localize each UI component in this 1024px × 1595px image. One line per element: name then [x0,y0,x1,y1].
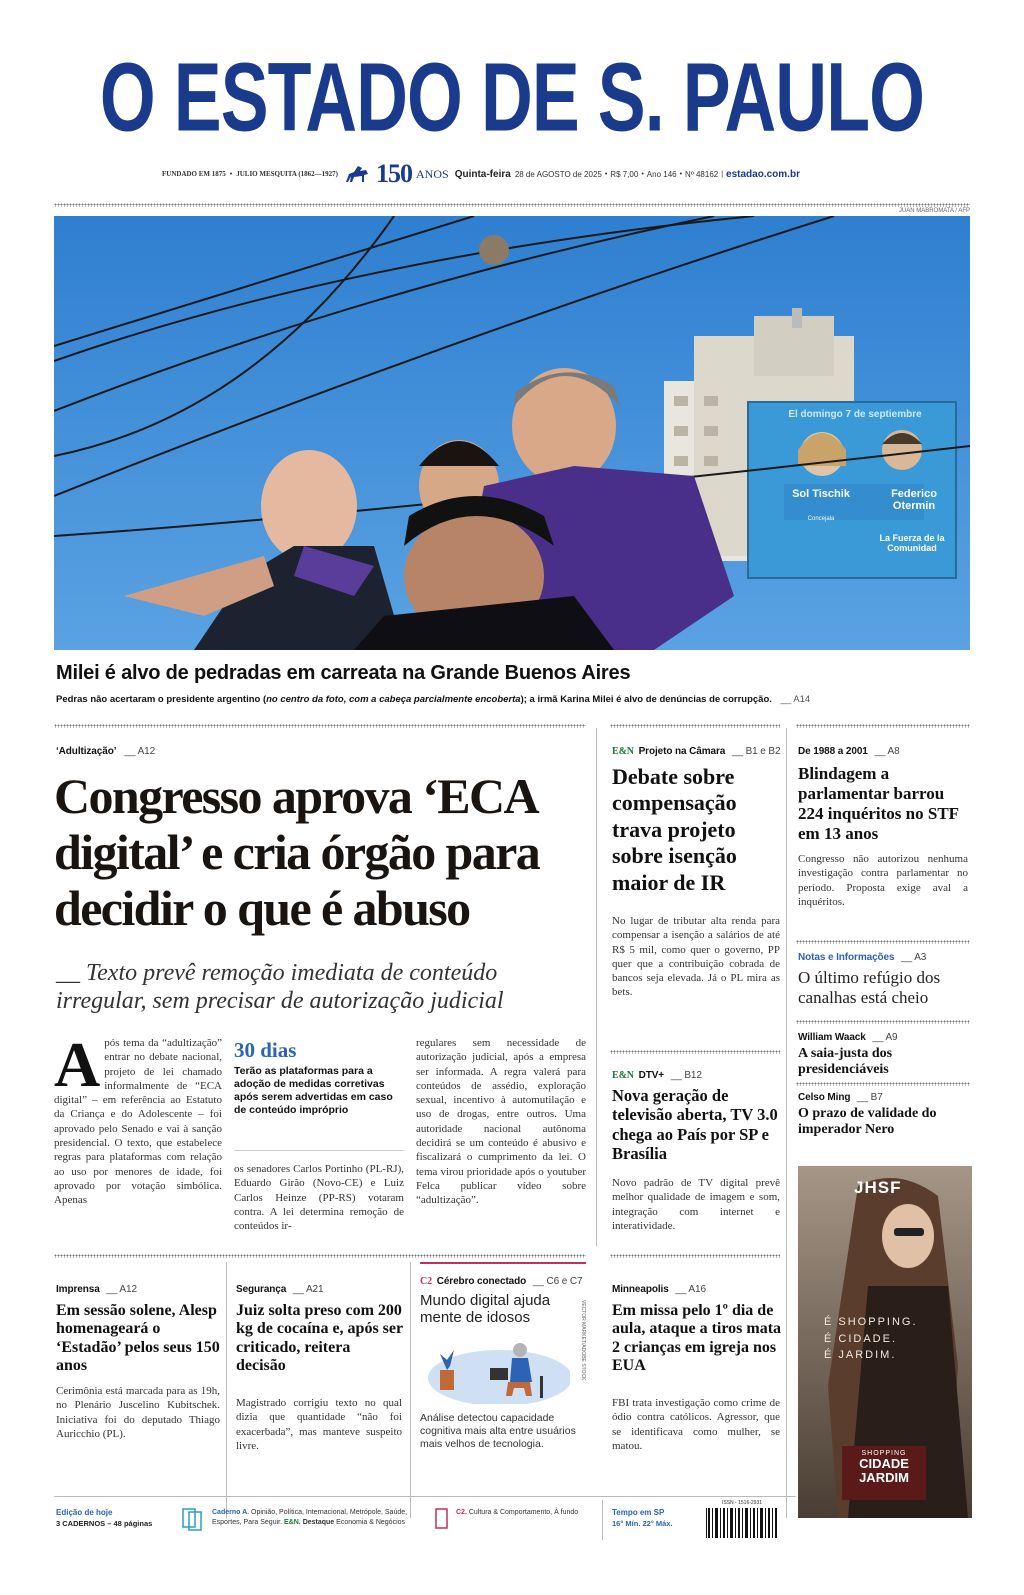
right-s2-headline[interactable]: O último refúgio dos canalhas está cheio [798,968,941,1008]
en-bold: Destaque [302,1519,335,1527]
bottom-s1-body: Cerimônia está marcada para as 19h, no Plenário Juscelino Kubitschek. Iniciativa foi do deputado Thiago Auricchio (PL). [56,1385,220,1440]
barcode-icon [704,1506,780,1540]
divider-v2 [786,728,787,1518]
bottom-s2-kicker [236,1284,323,1295]
cad-a-label: Caderno A. [212,1509,250,1516]
caption-page: __ A14 [780,694,811,705]
main-body-col3: regulares sem necessidade de autorização judicial, após a empresa ser informada. A regra valerá para conteúdos de assédio, exploração sexual, incentivo à automutilação e uso de drogas, entre outros. Uma autoridade nacional autônoma decidirá se um conteúdo é abusivo e fiscalizará o cumprimento da lei. O tema virou prioridade após o youtuber Felca publicar vídeo sobre “adultização”. [416,1037,586,1207]
ad-line2: É CIDADE. [824,1332,898,1345]
ad-box-big1: CIDADE [859,1456,909,1471]
bottom-s3-credit: VECTOR MARKET/ADOBE STOCK [580,1300,586,1381]
mid-s1-page: __ B1 e B2 [731,746,781,757]
ad-box-small: SHOPPING [861,1450,907,1457]
barcode [704,1500,780,1542]
footer-today-label: Edição de hoje [56,1508,113,1517]
en-text: Economia & Negócios [336,1519,406,1527]
masthead-title[interactable] [0,41,1024,152]
lead-divider [54,724,586,728]
photo-credit: JUAN MABROMATA / AFP [898,208,970,214]
right-s4-page: __ B7 [857,1092,883,1103]
horse-logo-icon [342,162,372,186]
cad-a-text: Opinião, Política, Internacional, Metrópole, Saúde, Esportes, Para Seguir. [212,1509,408,1527]
mid-s2-page: __ B12 [670,1070,702,1081]
lead-photo-image [54,216,970,650]
billboard-top-text: El domingo 7 de septiembre [788,409,922,420]
footer-weather [612,1508,692,1528]
right-divider-2 [796,1020,970,1024]
founder-text: JULIO MESQUITA (1862—1927) [236,170,339,178]
bottom-s1-kicker [56,1284,137,1295]
right-divider-1 [796,940,970,944]
main-body-col2: os senadores Carlos Portinho (PL-RJ), Eduardo Girão (Novo-CE) e Luiz Carlos Heinze (PP-RS) votaram contra. A lei determina remoção de conteúdos ir- [234,1163,404,1233]
ad-line3: É JARDIM. [824,1349,897,1361]
bottom-s3-kicker-text: Cérebro conectado [436,1276,527,1287]
bottom-s2-page: __ A21 [292,1284,324,1295]
anniversary-number: 150 [376,159,413,188]
bottom-s4-kicker [612,1284,706,1295]
bottom-s2-kicker-text: Segurança [236,1284,287,1295]
mid-divider [610,1050,780,1054]
dropcap: A [54,1029,101,1100]
bottom-s3-top-rule [420,1262,586,1264]
bottom-s1-headline[interactable]: Em sessão solene, Alesp homenageará o ‘Estadão’ pelos seus 150 anos [56,1302,220,1375]
right-s4-headline[interactable]: O prazo de validade do imperador Nero [798,1106,937,1137]
mid-s1-kicker-text: Projeto na Câmara [638,746,726,757]
website-link[interactable]: estadao.com.br [726,168,800,180]
right-s2-page: __ A3 [901,952,927,963]
bottom-s4-headline[interactable]: Em missa pelo 1º dia de aula, ataque a tiros mata 2 crianças em igreja nos EUA [612,1302,782,1375]
right-s3-kicker [798,1032,898,1043]
bottom-s3-page: __ C6 e C7 [532,1276,583,1287]
edition-number: Nº 48162 [685,169,719,179]
main-body-col1-text: pós tema da “adultização” entrar no debate nacional, projeto de lei chamado informalmente de “ECA digital” – em referência ao Estatuto da Criança e do Adolescente – foi aprovado pelo Senado e vai à sanção presidencial. O texto, que estabelece regras para plataformas com relação ao uso por menores de idade, foi aprovado por votação simbólica. Apenas [54,1037,222,1207]
divider-v1 [596,728,597,1246]
main-kicker [56,746,155,757]
anniversary-word: ANOS [416,166,449,181]
lead-photo[interactable] [54,216,970,650]
main-subhead: __ Texto prevê remoção imediata de conteúdo irregular, sem precisar de autorização judicial [56,960,504,1014]
mid-s1-logo: E&N [612,746,634,757]
price: R$ 7,00 [610,169,639,179]
mid-s2-kicker-text: DTV+ [638,1070,665,1081]
right-s1-kicker [798,746,900,757]
bottom-v2 [410,1262,411,1518]
right-s1-body: Congresso não autorizou nenhuma investigação contra parlamentar no período. Proposta exige aval a inquéritos. [798,853,968,908]
caption-part2: no centro da foto, com a cabeça parcialmente encoberta [266,694,521,705]
pull-quote-text: Terão as plataformas para a adoção de medidas corretivas após serem advertidas em caso de conteúdo impróprio [234,1065,393,1117]
newspaper-title: O ESTADO DE S. PAULO [99,41,925,152]
footer-v [602,1500,603,1540]
pull-quote [234,1040,404,1118]
bottom-s3-logo: C2 [420,1276,433,1287]
right-s3-kicker-text: William Waack [798,1032,866,1043]
bottom-s4-body: FBI trata investigação como crime de ódio contra católicos. Agressor, que se identificava como mulher, se matou. [612,1397,780,1452]
billboard-name1: Sol Tischik [792,488,850,500]
c2-label: C2. [456,1509,467,1516]
billboard-footer: La Fuerza de la Comunidad [879,533,945,553]
mid-col-top-divider [610,724,780,728]
right-s3-page: __ A9 [872,1032,898,1043]
jhsf-advertisement[interactable] [798,1166,972,1518]
lead-caption [56,694,972,705]
c2-text: Cultura & Comportamento, À fundo [468,1509,579,1516]
pull-quote-divider [234,1150,404,1151]
c2-icon [432,1506,452,1532]
main-kicker-text: ‘Adultização’ [56,746,116,757]
bottom-row-divider [54,1254,586,1258]
main-body-col1 [54,1029,222,1208]
masthead-divider [54,203,970,207]
weekday: Quinta-feira [454,168,511,180]
bottom-s1-kicker-text: Imprensa [56,1284,100,1295]
masthead-info-bar: FUNDADO EM 1875 • JULIO MESQUITA (1862—1927) 150 ANOS Quinta-feira 28 de AGOSTO de 2025 • R$ 7,00 • Ano 146 • Nº 48162 | estadao.com.br [162,159,800,188]
bottom-s3-body: Análise detectou capacidade cognitiva mais alta entre usuários mais velhos de tecnologia. [420,1412,576,1451]
founded-text: FUNDADO EM 1875 [162,170,226,178]
caderno-a-icon [180,1506,206,1532]
right-divider-3 [796,1082,970,1086]
mid-s1-body: No lugar de tributar alta renda para compensar a isenção a salários de até R$ 5 mil, como quer o governo, PP quer que a contribuição cobrada de bancos seja elevada. Já o PL mira as bets. [612,915,780,999]
right-s1-page: __ A8 [874,746,900,757]
caption-part3: ); a irmã Karina Milei é alvo de denúncias de corrupção. [520,694,772,705]
year: Ano 146 [646,169,677,179]
en-label: E&N. [284,1519,301,1527]
right-s1-kicker-text: De 1988 a 2001 [798,746,868,757]
ad-brand: JHSF [854,1178,902,1197]
right-s2-kicker [798,952,926,963]
right-s1-headline[interactable]: Blindagem a parlamentar barrou 224 inquéritos no STF em 13 anos [798,764,959,843]
bottom-s4-kicker-text: Minneapolis [612,1284,669,1295]
bottom-s3-headline[interactable]: Mundo digital ajuda mente de idosos [420,1292,551,1327]
bottom-s1-page: __ A12 [106,1284,137,1295]
ad-tagline [824,1314,964,1364]
mid-s1-headline[interactable]: Debate sobre compensação trava projeto sobre isenção maior de IR [612,764,737,895]
bottom-s3-kicker [420,1276,582,1287]
footer-rule [54,1496,796,1497]
footer-sections [212,1508,422,1528]
main-kicker-page: __ A12 [124,746,156,757]
bottom-s4-page: __ A16 [675,1284,706,1295]
billboard-name2: Federico Otermin [891,488,937,513]
ad-box-big2: JARDIM [859,1469,909,1485]
mid-s2-kicker [612,1070,702,1081]
right-s3-headline[interactable]: A saia-justa dos presidenciáveis [798,1046,893,1077]
mid-s1-kicker [612,746,780,757]
footer-c2 [456,1508,586,1518]
footer-today [56,1508,176,1528]
bottom-row-divider-mid [610,1254,780,1258]
mid-s2-headline[interactable]: Nova geração de televisão aberta, TV 3.0 chega ao País por SP e Brasília [612,1086,778,1164]
caption-part1: Pedras não acertaram o presidente argentino ( [56,694,267,705]
bottom-s2-headline[interactable]: Juiz solta preso com 200 kg de cocaína e, após ser criticado, reitera decisão [236,1302,403,1375]
mid-s2-body: Novo padrão de TV digital prevê melhor qualidade de imagem e som, integração com internet e interatividade. [612,1177,780,1232]
right-s4-kicker [798,1092,883,1103]
mid-s2-logo: E&N [612,1070,634,1081]
bottom-v1 [226,1262,227,1518]
date: 28 de AGOSTO de 2025 [514,169,602,179]
bottom-s2-body: Magistrado corrigiu texto no qual dizia que quantidade “não foi exacerbada”, mas manteve suspeito livre. [236,1397,402,1452]
weather-text: 16° Mín. 22° Máx. [612,1519,673,1528]
ad-logo-box [842,1446,926,1500]
billboard-name1-role: Concejala [807,516,835,522]
main-headline[interactable]: Congresso aprova ‘ECA digital’ e cria órgão para decidir o que é abuso [54,768,540,936]
lead-headline[interactable]: Milei é alvo de pedradas em carreata na Grande Buenos Aires [56,662,631,684]
bottom-s3-illustration [420,1332,570,1404]
footer-today-text: 3 CADERNOS – 48 páginas [56,1519,153,1528]
right-s2-kicker-text: Notas e Informações [798,952,895,963]
weather-label: Tempo em SP [612,1508,665,1517]
ad-line1: É SHOPPING. [824,1316,918,1328]
right-s4-kicker-text: Celso Ming [798,1092,851,1103]
right-col-top-divider [796,724,970,728]
issn-text: ISSN - 1516-2931 [721,1500,763,1506]
pull-quote-title: 30 dias [234,1038,297,1062]
